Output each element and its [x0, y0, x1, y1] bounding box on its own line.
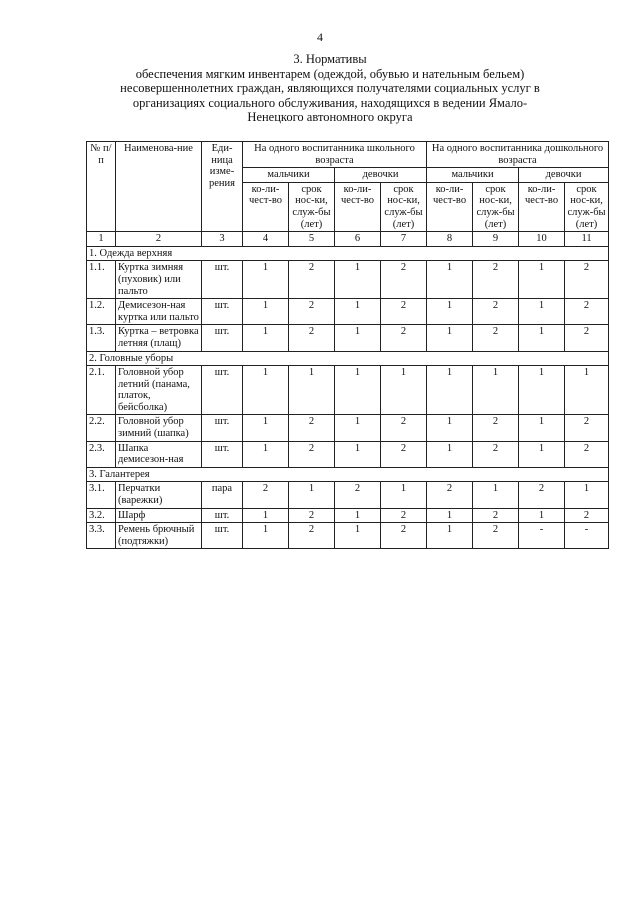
cell-value: 1 — [427, 415, 473, 441]
cell-value: 2 — [519, 482, 565, 508]
cell-value: 1 — [243, 441, 289, 467]
table-row — [87, 325, 609, 351]
cell-value: 2 — [381, 325, 427, 351]
cell-value: 1 — [427, 441, 473, 467]
cell-value: 2 — [473, 261, 519, 299]
header-school-age: На одного воспитанника школьного возраста — [243, 142, 427, 168]
row-unit: шт. — [202, 415, 243, 441]
norms-table — [86, 141, 609, 549]
cell-value: 1 — [519, 441, 565, 467]
column-number: 5 — [289, 232, 335, 247]
cell-value: 2 — [381, 299, 427, 325]
row-unit: шт. — [202, 325, 243, 351]
cell-value: 1 — [519, 299, 565, 325]
cell-value: 1 — [243, 325, 289, 351]
row-name: Головной убор зимний (шапка) — [116, 415, 202, 441]
row-num: 3.1. — [87, 482, 116, 508]
column-number: 7 — [381, 232, 427, 247]
row-unit: шт. — [202, 366, 243, 415]
row-unit: шт. — [202, 261, 243, 299]
cell-value: 1 — [519, 366, 565, 415]
cell-value: 2 — [565, 441, 609, 467]
table-row — [87, 415, 609, 441]
row-name: Ремень брючный (подтяжки) — [116, 523, 202, 549]
row-unit: шт. — [202, 523, 243, 549]
header-term: срок нос-ки, служ-бы (лет) — [565, 182, 609, 231]
cell-value: 1 — [519, 508, 565, 523]
column-number: 1 — [87, 232, 116, 247]
column-number: 4 — [243, 232, 289, 247]
cell-value: 1 — [335, 523, 381, 549]
cell-value: 2 — [473, 523, 519, 549]
header-unit: Еди-ница изме-рения — [202, 142, 243, 232]
heading-line: несовершеннолетних граждан, являющихся получателями социальных услуг в — [120, 81, 540, 95]
row-unit: шт. — [202, 299, 243, 325]
header-boys: мальчики — [243, 168, 335, 183]
cell-value: 1 — [243, 299, 289, 325]
cell-value: - — [565, 523, 609, 549]
table-row — [87, 299, 609, 325]
cell-value: 1 — [289, 482, 335, 508]
column-number: 6 — [335, 232, 381, 247]
row-unit: шт. — [202, 441, 243, 467]
row-name: Демисезон-ная куртка или пальто — [116, 299, 202, 325]
cell-value: 1 — [565, 366, 609, 415]
cell-value: - — [519, 523, 565, 549]
cell-value: 2 — [381, 415, 427, 441]
cell-value: 1 — [381, 482, 427, 508]
header-qty: ко-ли-чест-во — [335, 182, 381, 231]
cell-value: 1 — [519, 325, 565, 351]
row-unit: пара — [202, 482, 243, 508]
cell-value: 2 — [473, 299, 519, 325]
section-title: 2. Головные уборы — [87, 351, 609, 366]
cell-value: 1 — [243, 415, 289, 441]
row-name: Шарф — [116, 508, 202, 523]
cell-value: 2 — [473, 325, 519, 351]
cell-value: 2 — [473, 441, 519, 467]
row-num: 3.3. — [87, 523, 116, 549]
table-row — [87, 482, 609, 508]
cell-value: 2 — [565, 299, 609, 325]
cell-value: 2 — [565, 415, 609, 441]
cell-value: 2 — [381, 508, 427, 523]
cell-value: 1 — [427, 366, 473, 415]
cell-value: 2 — [473, 415, 519, 441]
header-qty: ко-ли-чест-во — [243, 182, 289, 231]
cell-value: 1 — [335, 415, 381, 441]
cell-value: 2 — [289, 441, 335, 467]
cell-value: 1 — [243, 366, 289, 415]
row-num: 2.2. — [87, 415, 116, 441]
cell-value: 1 — [335, 508, 381, 523]
header-qty: ко-ли-чест-во — [519, 182, 565, 231]
heading-line: обеспечения мягким инвентарем (одеждой, обувью и нательным бельем) — [135, 66, 525, 81]
cell-value: 1 — [519, 415, 565, 441]
cell-value: 1 — [243, 261, 289, 299]
table-row — [87, 508, 609, 523]
row-unit: шт. — [202, 508, 243, 523]
cell-value: 2 — [243, 482, 289, 508]
row-num: 2.3. — [87, 441, 116, 467]
row-name: Шапка демисезон-ная — [116, 441, 202, 467]
column-number: 11 — [565, 232, 609, 247]
cell-value: 2 — [427, 482, 473, 508]
cell-value: 1 — [335, 366, 381, 415]
cell-value: 2 — [289, 261, 335, 299]
cell-value: 1 — [243, 508, 289, 523]
header-boys: мальчики — [427, 168, 519, 183]
row-name: Куртка – ветровка летняя (плащ) — [116, 325, 202, 351]
column-number-row — [87, 232, 609, 247]
document-heading — [60, 52, 600, 125]
cell-value: 1 — [335, 299, 381, 325]
cell-value: 2 — [289, 415, 335, 441]
cell-value: 1 — [427, 508, 473, 523]
cell-value: 1 — [335, 261, 381, 299]
cell-value: 1 — [427, 523, 473, 549]
row-name: Перчатки (варежки) — [116, 482, 202, 508]
cell-value: 1 — [427, 299, 473, 325]
column-number: 2 — [116, 232, 202, 247]
cell-value: 1 — [289, 366, 335, 415]
cell-value: 2 — [335, 482, 381, 508]
table-row — [87, 261, 609, 299]
cell-value: 2 — [381, 261, 427, 299]
table-row — [87, 441, 609, 467]
row-num: 1.2. — [87, 299, 116, 325]
cell-value: 2 — [565, 325, 609, 351]
header-term: срок нос-ки, служ-бы (лет) — [473, 182, 519, 231]
cell-value: 2 — [565, 261, 609, 299]
header-preschool-age: На одного воспитанника дошкольного возраста — [427, 142, 609, 168]
row-num: 3.2. — [87, 508, 116, 523]
cell-value: 2 — [289, 523, 335, 549]
row-name: Головной убор летний (панама, платок, бейсболка) — [116, 366, 202, 415]
row-num: 2.1. — [87, 366, 116, 415]
header-name: Наименова-ние — [116, 142, 202, 232]
cell-value: 1 — [335, 325, 381, 351]
header-num: № п/п — [87, 142, 116, 232]
table-row — [87, 523, 609, 549]
cell-value: 1 — [427, 261, 473, 299]
column-number: 3 — [202, 232, 243, 247]
heading-line: организациях социального обслуживания, находящихся в ведении Ямало- — [132, 95, 528, 110]
cell-value: 1 — [381, 366, 427, 415]
cell-value: 2 — [381, 523, 427, 549]
row-name: Куртка зимняя (пуховик) или пальто — [116, 261, 202, 299]
cell-value: 2 — [381, 441, 427, 467]
header-girls: девочки — [519, 168, 609, 183]
column-number: 8 — [427, 232, 473, 247]
section-title: 1. Одежда верхняя — [87, 246, 609, 261]
column-number: 9 — [473, 232, 519, 247]
row-num: 1.3. — [87, 325, 116, 351]
cell-value: 2 — [289, 325, 335, 351]
page-number: 4 — [317, 30, 323, 44]
cell-value: 1 — [243, 523, 289, 549]
cell-value: 1 — [519, 261, 565, 299]
cell-value: 2 — [289, 299, 335, 325]
cell-value: 2 — [565, 508, 609, 523]
cell-value: 2 — [473, 508, 519, 523]
cell-value: 1 — [427, 325, 473, 351]
header-girls: девочки — [335, 168, 427, 183]
row-num: 1.1. — [87, 261, 116, 299]
column-number: 10 — [519, 232, 565, 247]
header-qty: ко-ли-чест-во — [427, 182, 473, 231]
header-term: срок нос-ки, служ-бы (лет) — [381, 182, 427, 231]
cell-value: 1 — [335, 441, 381, 467]
cell-value: 1 — [473, 482, 519, 508]
table-row — [87, 366, 609, 415]
header-term: срок нос-ки, служ-бы (лет) — [289, 182, 335, 231]
cell-value: 1 — [565, 482, 609, 508]
cell-value: 2 — [289, 508, 335, 523]
section-title: 3. Галантерея — [87, 467, 609, 482]
heading-title: 3. Нормативы — [293, 52, 367, 66]
heading-line: Ненецкого автономного округа — [247, 110, 413, 124]
cell-value: 1 — [473, 366, 519, 415]
